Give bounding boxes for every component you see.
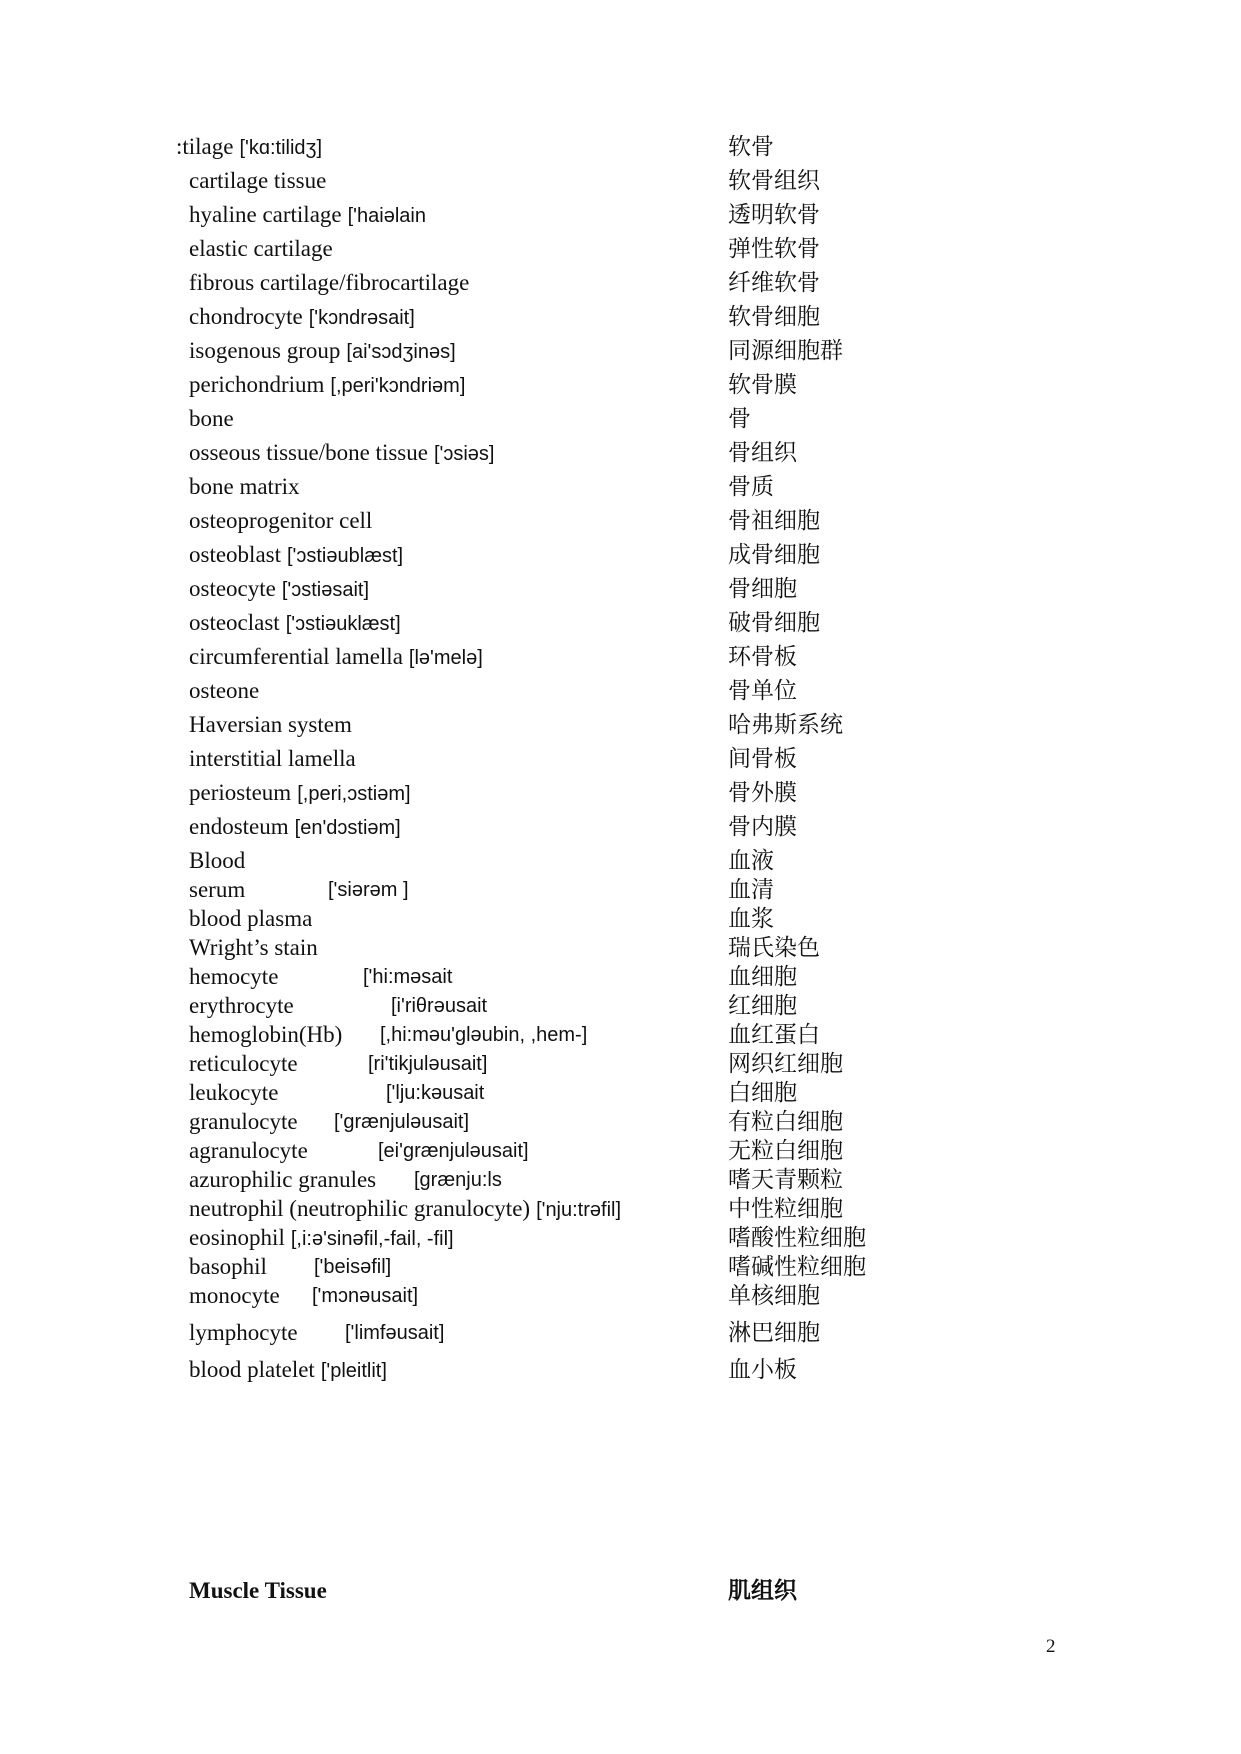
english-term: monocyte <box>189 1283 280 1308</box>
chinese-translation: 骨细胞 <box>728 576 797 602</box>
glossary-row <box>0 334 1241 368</box>
phonetic-transcription: [en'dɔstiəm] <box>294 817 401 839</box>
english-term: hemoglobin(Hb) <box>189 1022 343 1047</box>
glossary-row <box>0 1316 1241 1350</box>
chinese-translation: 弹性软骨 <box>728 236 820 262</box>
chinese-translation: 红细胞 <box>728 993 797 1019</box>
phonetic-transcription: [grænju:ls <box>414 1169 502 1191</box>
english-term <box>189 436 494 471</box>
chinese-translation: 软骨组织 <box>728 168 820 194</box>
glossary-row <box>0 164 1241 198</box>
glossary-row <box>0 504 1241 538</box>
chinese-translation: 骨质 <box>728 474 774 500</box>
english-term <box>189 572 369 607</box>
phonetic-transcription: ['grænjuləusait] <box>334 1111 469 1133</box>
english-term <box>189 198 426 233</box>
english-term <box>189 640 483 675</box>
phonetic-transcription: [ri'tikjuləusait] <box>368 1053 488 1075</box>
chinese-translation: 血清 <box>728 877 774 903</box>
chinese-translation: 血细胞 <box>728 964 797 990</box>
glossary-row <box>0 810 1241 844</box>
chinese-translation: 血小板 <box>728 1357 797 1383</box>
chinese-translation: 纤维软骨 <box>728 270 820 296</box>
section-heading-chinese: 肌组织 <box>728 1577 797 1604</box>
phonetic-transcription: ['kɑ:tilidʒ] <box>239 137 323 159</box>
chinese-translation: 骨组织 <box>728 440 797 466</box>
english-term-text: periosteum <box>189 780 292 805</box>
chinese-translation: 淋巴细胞 <box>728 1320 820 1346</box>
glossary-row <box>0 368 1241 402</box>
english-term: hemocyte <box>189 964 279 989</box>
chinese-translation: 嗜天青颗粒 <box>728 1167 843 1193</box>
phonetic-transcription: [ei'grænjuləusait] <box>378 1140 529 1162</box>
english-term: serum <box>189 877 246 902</box>
chinese-translation: 透明软骨 <box>728 202 820 228</box>
glossary-row <box>0 538 1241 572</box>
english-term: cartilage tissue <box>189 168 327 193</box>
phonetic-transcription: ['kɔndrəsait] <box>308 307 415 329</box>
chinese-translation: 血浆 <box>728 906 774 932</box>
english-term: osteoprogenitor cell <box>189 508 373 533</box>
english-term <box>189 606 401 641</box>
chinese-translation: 环骨板 <box>728 644 797 670</box>
chinese-translation: 骨 <box>728 406 751 432</box>
glossary-row <box>0 742 1241 776</box>
chinese-translation: 骨祖细胞 <box>728 508 820 534</box>
phonetic-transcription: ['haiəlain <box>347 205 426 227</box>
chinese-translation: 间骨板 <box>728 746 797 772</box>
chinese-translation: 血红蛋白 <box>728 1022 820 1048</box>
chinese-translation: 破骨细胞 <box>728 610 820 636</box>
chinese-translation: 成骨细胞 <box>728 542 820 568</box>
chinese-translation: 软骨膜 <box>728 372 797 398</box>
phonetic-transcription: ['ɔstiəuklæst] <box>285 613 401 635</box>
phonetic-transcription: ['limfəusait] <box>345 1322 445 1344</box>
glossary-row <box>0 436 1241 470</box>
glossary-row <box>0 674 1241 708</box>
phonetic-transcription: ['ɔstiəublæst] <box>287 545 404 567</box>
chinese-translation: 哈弗斯系统 <box>728 712 843 738</box>
chinese-translation: 骨单位 <box>728 678 797 704</box>
english-term: interstitial lamella <box>189 746 356 771</box>
english-term-text: isogenous group <box>189 338 341 363</box>
english-term: granulocyte <box>189 1109 298 1134</box>
english-term: azurophilic granules <box>189 1167 377 1192</box>
english-term: agranulocyte <box>189 1138 308 1163</box>
chinese-translation: 单核细胞 <box>728 1283 820 1309</box>
english-term: Haversian system <box>189 712 352 737</box>
chinese-translation: 骨内膜 <box>728 814 797 840</box>
phonetic-transcription: [,i:ə'sinəfil,-fail, -fil] <box>290 1228 454 1250</box>
glossary-row <box>0 232 1241 266</box>
phonetic-transcription: [,peri'kɔndriəm] <box>330 375 466 397</box>
glossary-row <box>0 776 1241 810</box>
english-term-text: endosteum <box>189 814 289 839</box>
phonetic-transcription: [,hi:məu'gləubin, ,hem-] <box>380 1024 588 1046</box>
glossary-row <box>0 130 1241 164</box>
english-term: osteone <box>189 678 260 703</box>
glossary-row <box>0 1353 1241 1387</box>
english-term-text: eosinophil <box>189 1225 285 1250</box>
chinese-translation: 软骨 <box>728 134 774 160</box>
english-term <box>189 334 456 369</box>
chinese-translation: 同源细胞群 <box>728 338 843 364</box>
glossary-row <box>0 198 1241 232</box>
english-term: leukocyte <box>189 1080 279 1105</box>
english-term-text: perichondrium <box>189 372 325 397</box>
chinese-translation: 网织红细胞 <box>728 1051 843 1077</box>
glossary-row <box>0 402 1241 436</box>
glossary-row <box>0 266 1241 300</box>
chinese-translation: 中性粒细胞 <box>728 1196 843 1222</box>
glossary-row <box>0 470 1241 504</box>
english-term <box>189 538 403 573</box>
phonetic-transcription: ['nju:trəfil] <box>536 1199 622 1221</box>
english-term-text: hyaline cartilage <box>189 202 342 227</box>
english-term <box>189 776 411 811</box>
phonetic-transcription: ['pleitlit] <box>320 1360 387 1382</box>
english-term-text: osteoblast <box>189 542 281 567</box>
phonetic-transcription: ['lju:kəusait <box>386 1082 485 1104</box>
phonetic-transcription: ['hi:məsait <box>363 966 453 988</box>
glossary-row <box>0 300 1241 334</box>
phonetic-transcription: ['ɔstiəsait] <box>281 579 370 601</box>
phonetic-transcription: [ai'sɔdʒinəs] <box>346 341 456 363</box>
english-term-text: neutrophil (neutrophilic granulocyte) <box>189 1196 531 1221</box>
section-heading-row <box>0 1574 1241 1608</box>
chinese-translation: 嗜酸性粒细胞 <box>728 1225 866 1251</box>
english-term-text: circumferential lamella <box>189 644 403 669</box>
english-term: bone matrix <box>189 474 300 499</box>
chinese-translation: 白细胞 <box>728 1080 797 1106</box>
chinese-translation: 血液 <box>728 848 774 874</box>
english-term-text: blood platelet <box>189 1357 315 1382</box>
phonetic-transcription: ['ɔsiəs] <box>433 443 495 465</box>
chinese-translation: 有粒白细胞 <box>728 1109 843 1135</box>
english-term <box>189 1353 387 1388</box>
chinese-translation: 骨外膜 <box>728 780 797 806</box>
english-term-text: osteocyte <box>189 576 276 601</box>
english-term-text: :tilage <box>176 134 234 159</box>
english-term: fibrous cartilage/fibrocartilage <box>189 270 470 295</box>
english-term <box>189 300 415 335</box>
phonetic-transcription: ['siərəm ] <box>328 879 409 901</box>
english-term <box>189 368 465 403</box>
section-heading-english: Muscle Tissue <box>189 1578 327 1603</box>
phonetic-transcription: [,peri,ɔstiəm] <box>297 783 411 805</box>
english-term: bone <box>189 406 234 431</box>
glossary-row <box>0 708 1241 742</box>
english-term: lymphocyte <box>189 1320 298 1345</box>
chinese-translation: 嗜碱性粒细胞 <box>728 1254 866 1280</box>
chinese-translation: 软骨细胞 <box>728 304 820 330</box>
glossary-row <box>0 572 1241 606</box>
phonetic-transcription: [i'riθrəusait <box>391 995 488 1017</box>
phonetic-transcription: ['mɔnəusait] <box>312 1285 419 1307</box>
english-term: Blood <box>189 848 246 873</box>
phonetic-transcription: ['beisəfil] <box>314 1256 392 1278</box>
english-term: blood plasma <box>189 906 313 931</box>
glossary-row <box>0 640 1241 674</box>
english-term <box>176 130 322 165</box>
english-term: elastic cartilage <box>189 236 333 261</box>
english-term-text: osteoclast <box>189 610 280 635</box>
chinese-translation: 无粒白细胞 <box>728 1138 843 1164</box>
english-term: reticulocyte <box>189 1051 298 1076</box>
english-term-text: chondrocyte <box>189 304 303 329</box>
english-term: basophil <box>189 1254 267 1279</box>
chinese-translation: 瑞氏染色 <box>728 935 820 961</box>
english-term: Wright’s stain <box>189 935 318 960</box>
glossary-row <box>0 606 1241 640</box>
english-term-text: osseous tissue/bone tissue <box>189 440 428 465</box>
glossary-row <box>0 1279 1241 1313</box>
english-term <box>189 810 401 845</box>
page-number: 2 <box>1046 1636 1056 1657</box>
phonetic-transcription: [lə'melə] <box>408 647 483 669</box>
english-term: erythrocyte <box>189 993 294 1018</box>
